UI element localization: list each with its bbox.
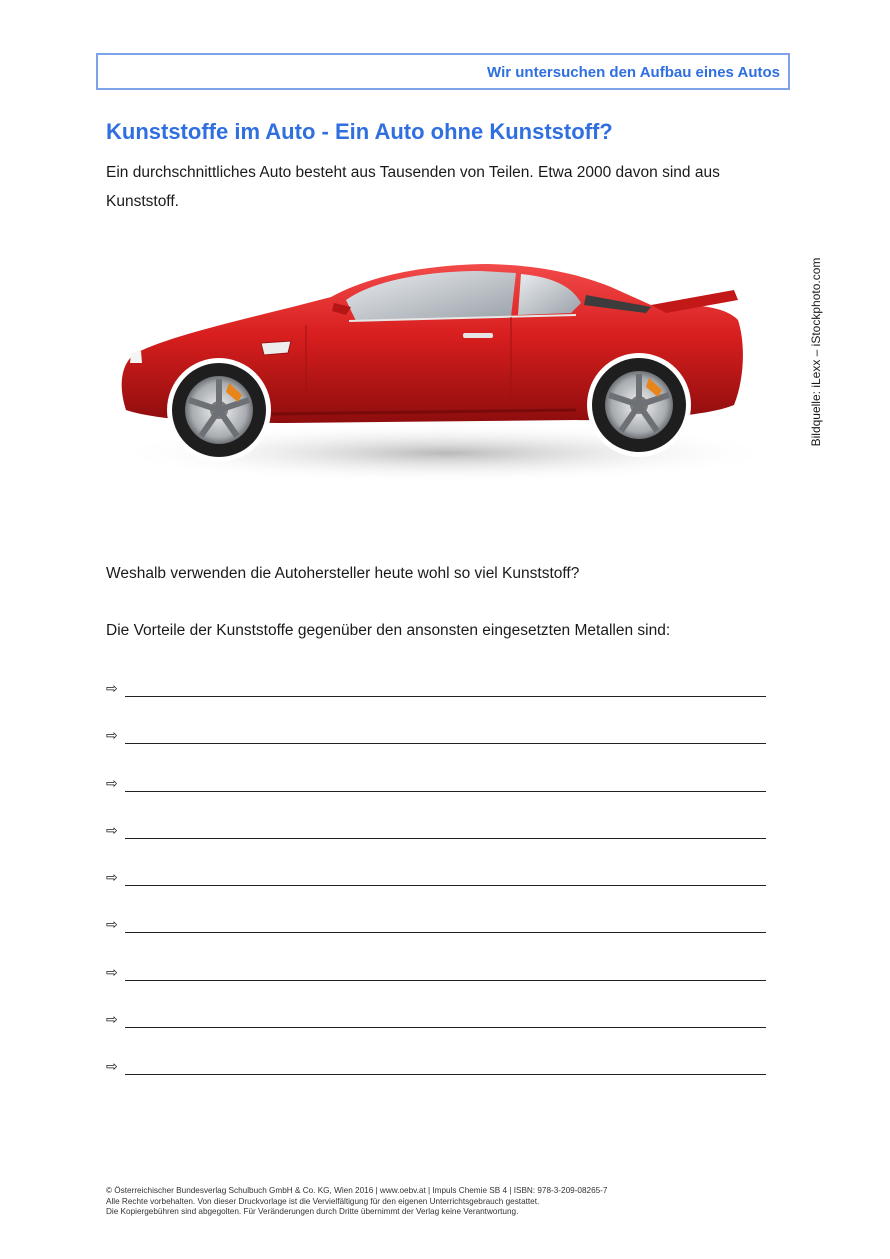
arrow-right-icon: ⇨: [106, 1011, 118, 1028]
image-credit: Bildquelle: iLexx – iStockphoto.com: [809, 257, 823, 447]
footer: [106, 1186, 806, 1218]
arrow-right-icon: ⇨: [106, 869, 118, 886]
writing-line: [125, 696, 766, 697]
writing-line: [125, 1027, 766, 1028]
header-title: Wir untersuchen den Aufbau eines Autos: [487, 64, 780, 81]
arrow-right-icon: ⇨: [106, 680, 118, 696]
answer-line[interactable]: [106, 1056, 766, 1103]
answer-line[interactable]: [106, 1009, 766, 1056]
question-text: Weshalb verwenden die Autohersteller heute wohl so viel Kunststoff?: [106, 565, 580, 582]
advantages-prompt: Die Vorteile der Kunststoffe gegenüber den ansonsten eingesetzten Metallen sind:: [106, 622, 671, 639]
arrow-right-icon: ⇨: [106, 1058, 118, 1075]
answer-line[interactable]: [106, 820, 766, 867]
writing-line: [125, 980, 766, 981]
answer-line[interactable]: [106, 962, 766, 1009]
arrow-right-icon: ⇨: [106, 963, 118, 980]
answer-lines: [106, 678, 766, 1104]
arrow-right-icon: ⇨: [106, 916, 118, 933]
footer-fees: Die Kopiergebühren sind abgegolten. Für Veränderungen durch Dritte übernimmt der Verlag keine Verantwortung.: [106, 1207, 519, 1216]
answer-line[interactable]: [106, 725, 766, 772]
writing-line: [125, 932, 766, 933]
footer-copyright: © Österreichischer Bundesverlag Schulbuch GmbH & Co. KG, Wien 2016 | www.oebv.at | Impuls Chemie SB 4 | ISBN: 978-3-209-08265-7: [106, 1186, 608, 1195]
arrow-right-icon: ⇨: [106, 727, 118, 744]
arrow-right-icon: ⇨: [106, 821, 118, 838]
answer-line[interactable]: [106, 867, 766, 914]
header-box: [96, 53, 790, 90]
writing-line: [125, 1074, 766, 1075]
answer-line[interactable]: [106, 678, 766, 725]
answer-line[interactable]: [106, 914, 766, 961]
writing-line: [125, 838, 766, 839]
writing-line: [125, 743, 766, 744]
car-image: [106, 245, 786, 495]
intro-text: Ein durchschnittliches Auto besteht aus Tausenden von Teilen. Etwa 2000 davon sind aus Kunststoff.: [106, 164, 720, 210]
answer-line[interactable]: [106, 773, 766, 820]
writing-line: [125, 885, 766, 886]
writing-line: [125, 791, 766, 792]
footer-rights: Alle Rechte vorbehalten. Von dieser Druckvorlage ist die Vervielfältigung für den eigenen Unterrichtsgebrauch gestattet.: [106, 1196, 540, 1206]
page-title: Kunststoffe im Auto - Ein Auto ohne Kunststoff?: [106, 119, 613, 144]
arrow-right-icon: ⇨: [106, 774, 118, 791]
